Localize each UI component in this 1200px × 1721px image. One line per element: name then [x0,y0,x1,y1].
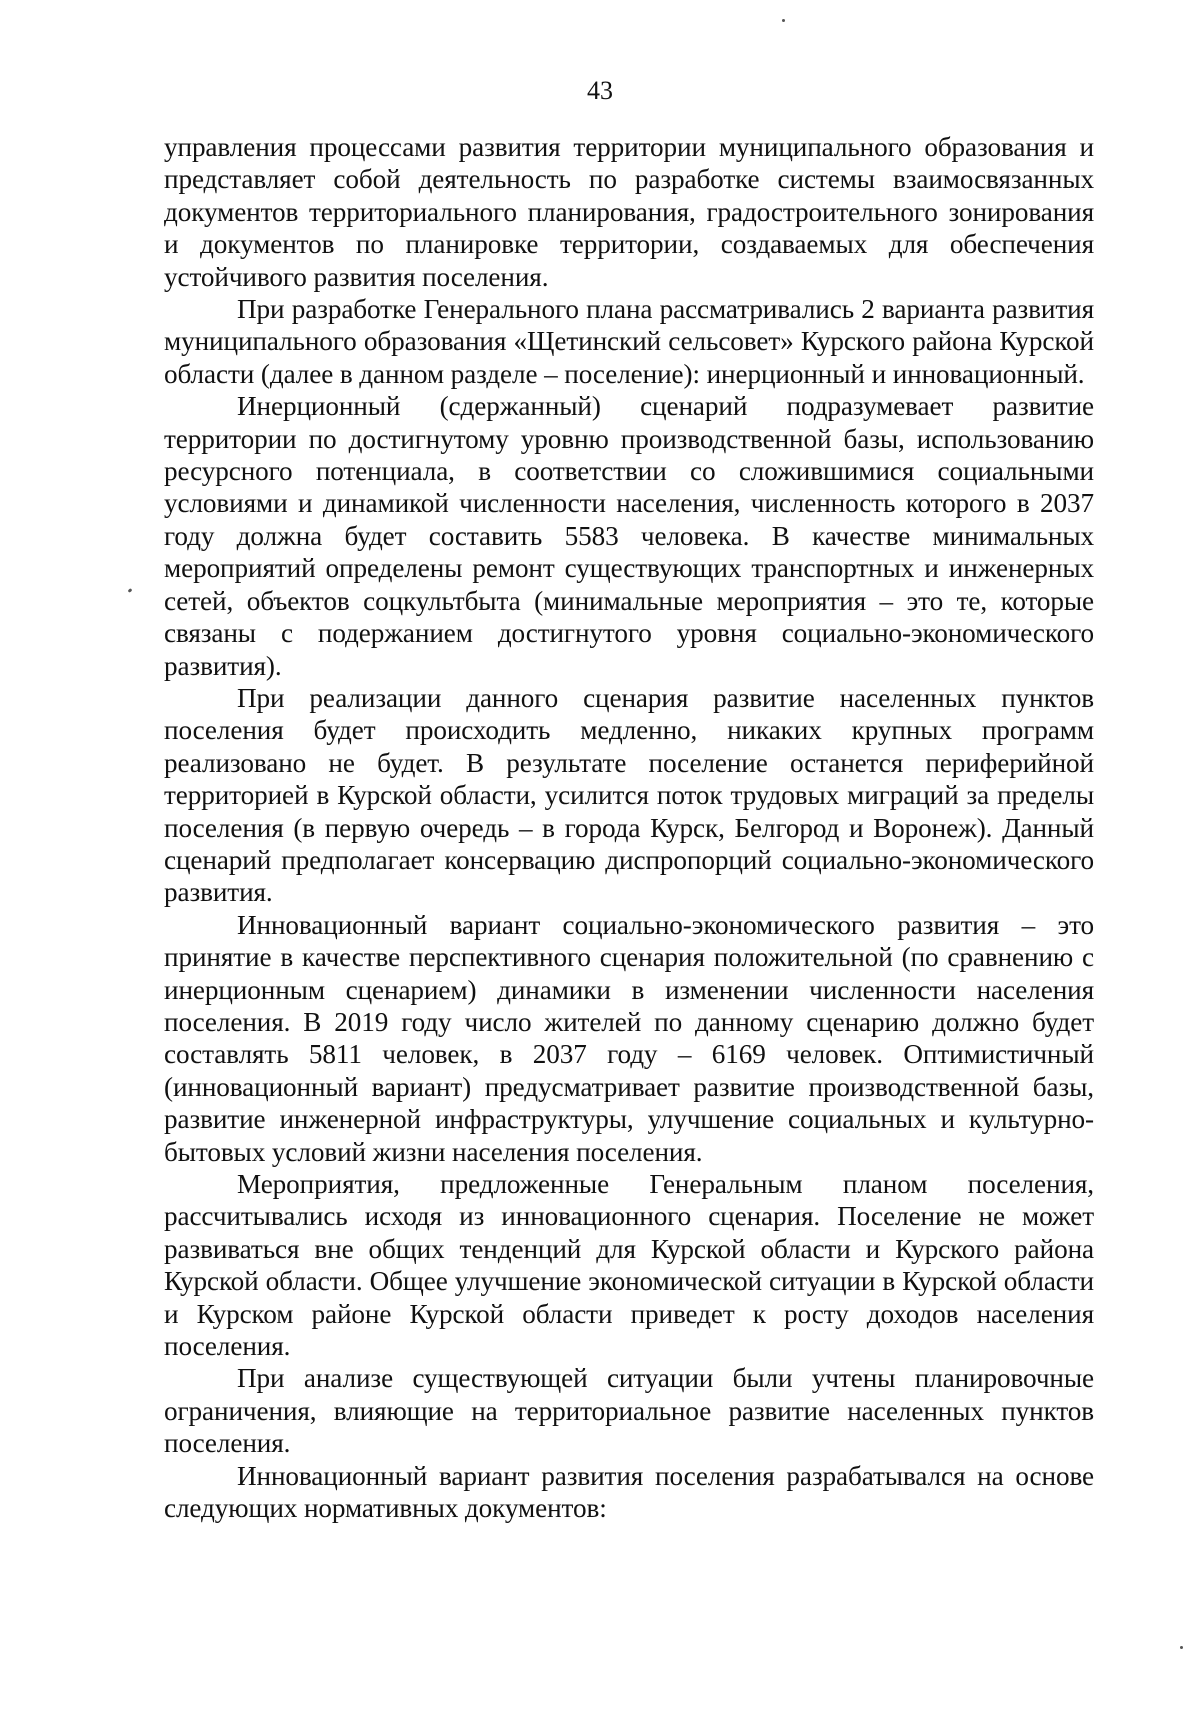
paragraph-6: Мероприятия, предложенные Генеральным планом поселения, рассчитывались исходя из инновационного сценария. Поселение не может развиваться вне общих тенденций для Курской области и Курского района Курской области. Общее улучшение экономической ситуации в Курской области и Курском районе Курской области приведет к росту доходов населения поселения. [164,1169,1094,1362]
paragraph-2: При разработке Генерального плана рассматривались 2 варианта развития муниципального образования «Щетинский сельсовет» Курского района Курской области (далее в данном разделе – поселение): инерционный и инновационный. [164,294,1094,389]
paragraph-8: Инновационный вариант развития поселения разрабатывался на основе следующих нормативных документов: [164,1460,1094,1524]
paragraph-7: При анализе существующей ситуации были учтены планировочные ограничения, влияющие на территориальное развитие населенных пунктов поселения. [164,1363,1094,1459]
scan-speck [782,19,785,22]
paragraph-4: При реализации данного сценария развитие населенных пунктов поселения будет происходить медленно, никаких крупных программ реализовано не будет. В результате поселение останется периферийной территорией в Курской области, усилится поток трудовых миграций за пределы поселения (в первую очередь – в города Курск, Белгород и Воронеж). Данный сценарий предполагает консервацию диспропорций социально-экономического развития. [164,682,1094,908]
paragraph-5: Инновационный вариант социально-экономического развития – это принятие в качестве перспективного сценария положительной (по сравнению с инерционным сценарием) динамики в изменении численности населения поселения. В 2019 году число жителей по данному сценарию должно будет составлять 5811 человек, в 2037 году – 6169 человек. Оптимистичный (инновационный вариант) предусматривает развитие производственной базы, развитие инженерной инфраструктуры, улучшение социальных и культурно-бытовых условий жизни населения поселения. [164,909,1094,1167]
scan-speck [128,588,133,593]
paragraph-3: Инерционный (сдержанный) сценарий подразумевает развитие территории по достигнутому уровню производственной базы, использованию ресурсного потенциала, в соответствии со сложившимися социальными условиями и динамикой численности населения, численность которого в 2037 году должна будет составить 5583 человека. В качестве минимальных мероприятий определены ремонт существующих транспортных и инженерных сетей, объектов соцкультбыта (минимальные мероприятия – это те, которые связаны с подержанием достигнутого уровня социально-экономического развития). [164,391,1094,681]
body-text [164,131,1094,1524]
scan-speck [1180,1646,1183,1649]
paragraph-1: управления процессами развития территории муниципального образования и представляет собой деятельность по разработке системы взаимосвязанных документов территориального планирования, градостроительного зонирования и документов по планировке территории, создаваемых для обеспечения устойчивого развития поселения. [164,132,1094,292]
page-number: 43 [587,76,613,105]
